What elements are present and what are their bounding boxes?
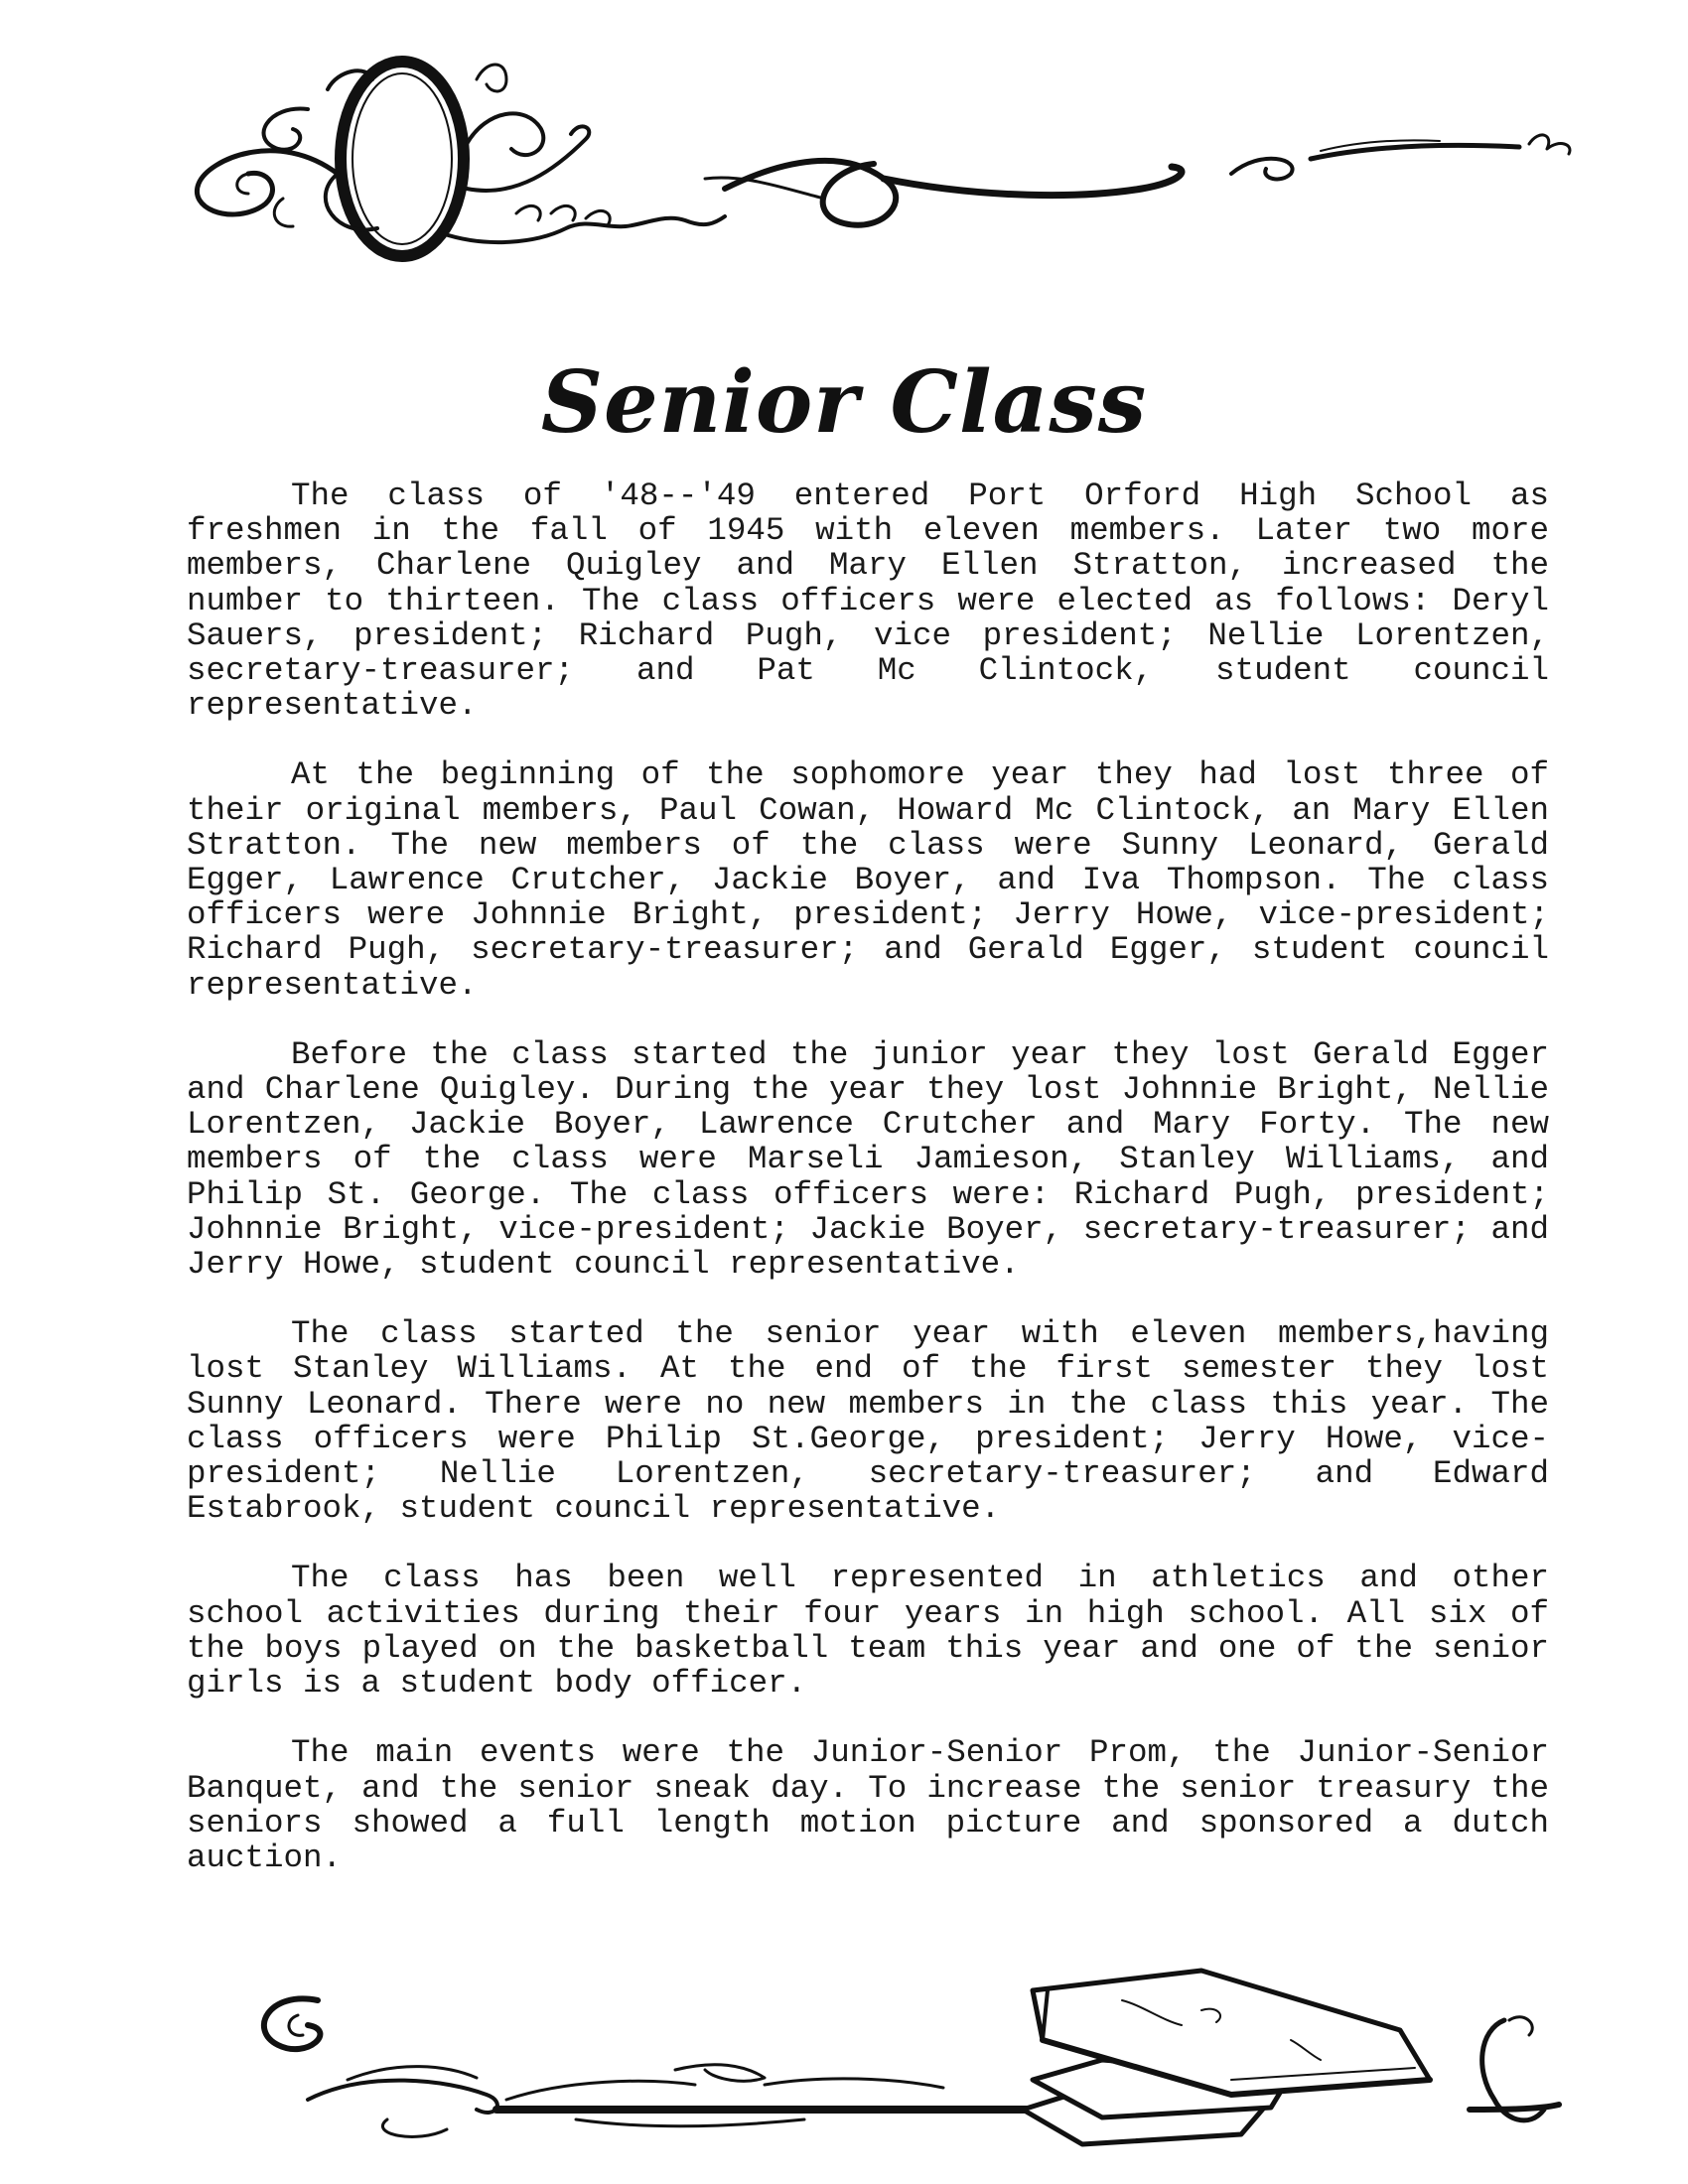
paragraph-junior-year: Before the class started the junior year they lost Gerald Egger and Charlene Quigley. During the year they lost Johnnie Bright, Nellie Lorentzen, Jackie Boyer, Lawrence Crutcher and Mary Forty. The new members of the class were Marseli Jamieson, Stanley Williams, and Philip St. George. The class officers were: Richard Pugh, president; Johnnie Bright, vice-president; Jackie Boyer, secretary-treasurer; and Jerry Howe, student council representative.	[187, 1035, 1549, 1284]
bottom-scroll-ornament	[248, 1961, 1569, 2149]
paragraph-freshman-year: The class of '48--'49 entered Port Orford High School as freshmen in the fall of 1945 with eleven members. Later two more members, Charlene Quigley and Mary Ellen Stratton, increased the number to thirteen. The class officers were elected as follows: Deryl Sauers, president; Richard Pugh, vice president; Nellie Lorentzen, secretary-treasurer; and Pat Mc Clintock, student council representative.	[187, 478, 1549, 725]
page-title: Senior Class	[540, 352, 1148, 453]
paragraph-sophomore-year: At the beginning of the sophomore year they had lost three of their original members, Paul Cowan, Howard Mc Clintock, an Mary Ellen Stratton. The new members of the class were Sunny Leonard, Gerald Egger, Lawrence Crutcher, Jackie Boyer, and Iva Thompson. The class officers were Johnnie Bright, president; Jerry Howe, vice-president; Richard Pugh, secretary-treasurer; and Gerald Egger, student council representative.	[187, 756, 1549, 1004]
oval-frame	[341, 62, 464, 256]
paragraph-main-events: The main events were the Junior-Senior Prom, the Junior-Senior Banquet, and the senior sneak day. To increase the senior treasury the seniors showed a full length motion picture and sponsored a dutch auction.	[187, 1734, 1549, 1876]
top-scroll-ornament	[189, 50, 1579, 278]
article-body	[187, 478, 1549, 1875]
book-stack-illustration	[1023, 1971, 1430, 2144]
paragraph-senior-year: The class started the senior year with eleven members,having lost Stanley Williams. At the end of the first semester they lost Sunny Leonard. There were no new members in the class this year. The class officers were Philip St.George, president; Jerry Howe, vice-president; Nellie Lorentzen, secretary-treasurer; and Edward Estabrook, student council representative.	[187, 1315, 1549, 1528]
paragraph-activities: The class has been well represented in athletics and other school activities during their four years in high school. All six of the boys played on the basketball team this year and one of the senior girls is a student body officer.	[187, 1560, 1549, 1703]
